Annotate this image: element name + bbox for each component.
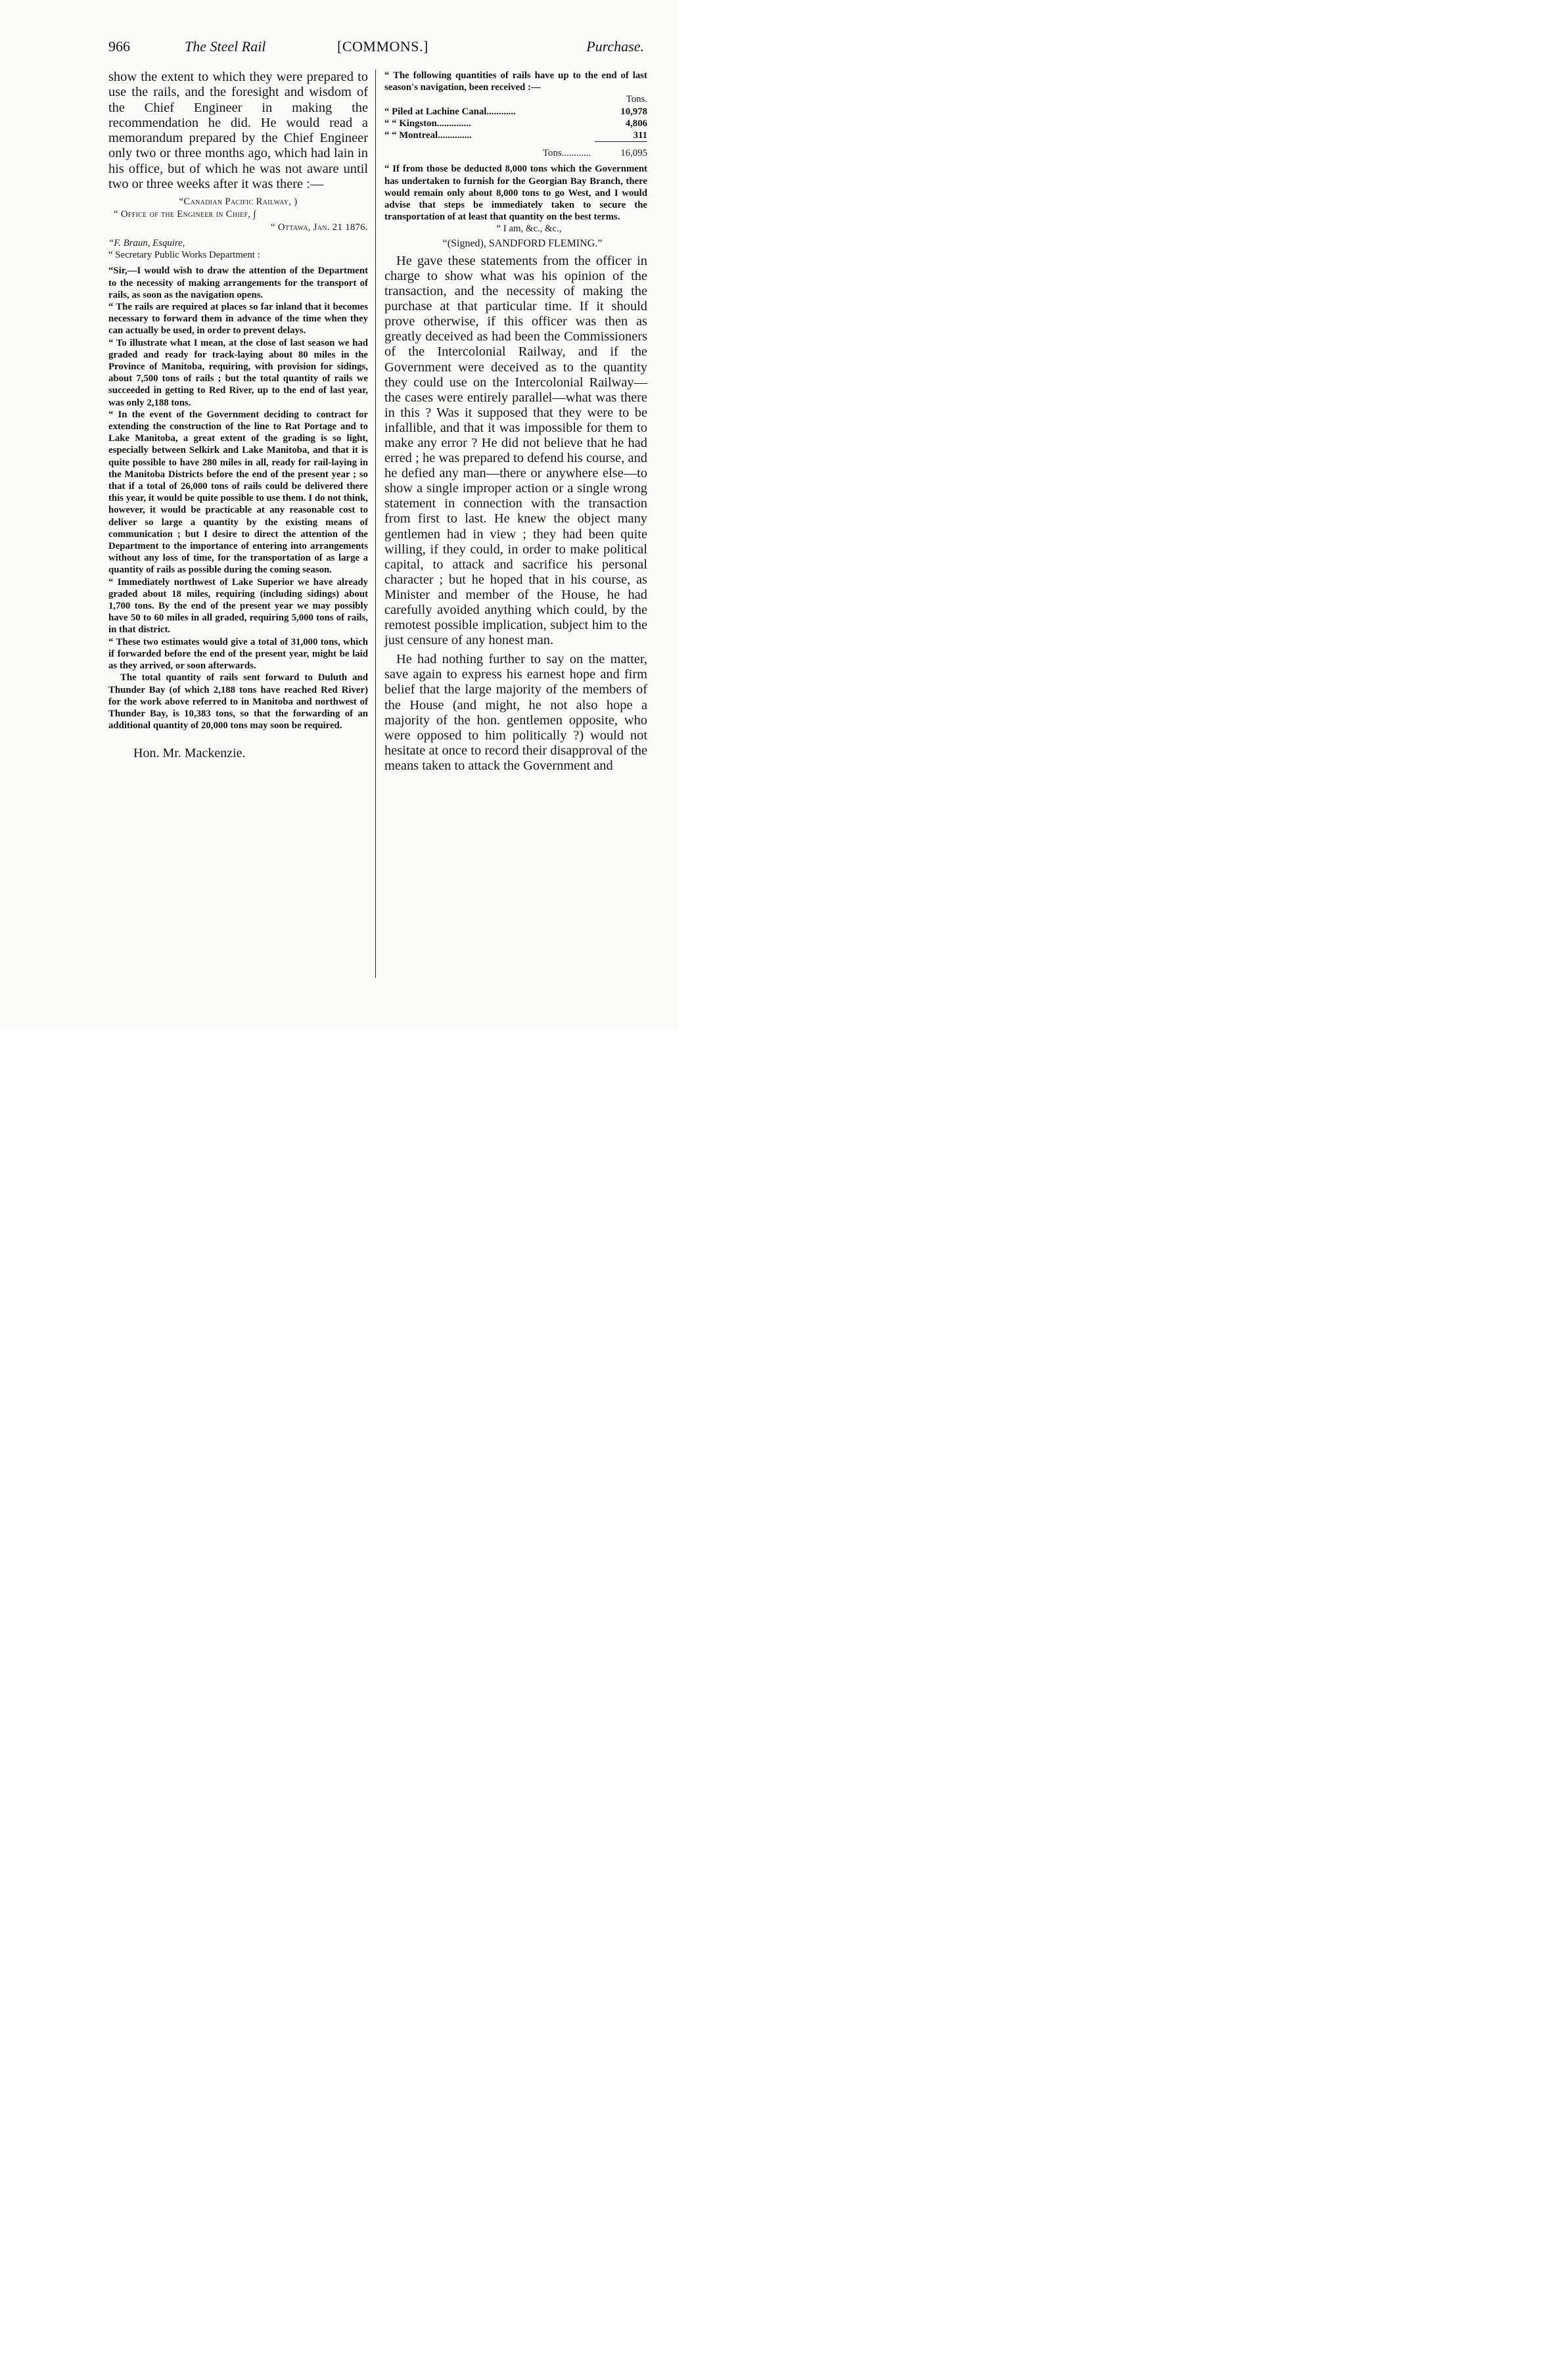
total-value: 16,095 [620,148,647,159]
speaker-heading: Hon. Mr. Mackenzie. [133,746,246,761]
letter-paragraph: “Sir,—I would wish to draw the attention of the Department to the necessity of making arrangements for the transport of rails, as soon as the navigation opens. [108,266,368,300]
speech-paragraph: He had nothing further to say on the matter, save again to express his earnest hope and firm belief that the large majority of the members of the House (and might, he not also hope a majority of the hon. gentlemen opposite, who were opposed to him politically ?) would not hesitate at once to record their disapproval of the means taken to attack the Government and [384,652,647,773]
letter-paragraph: “ The rails are required at places so far inland that it becomes necessary to forward them in advance of the time when they can actually be used, in order to prevent delays. [108,302,368,337]
table-total-row [384,147,647,159]
row-value: 311 [633,130,647,141]
row-value: 4,806 [625,118,647,129]
letter-paragraph: “ To illustrate what I mean, at the close of last season we had graded and ready for track-laying about 80 miles in the Province of Manitoba, requiring, with provision for sidings, about 7,500 tons of rails ; but the total quantity of rails we succeeded in getting to Red River, up to the end of last year, was only 2,188 tons. [108,337,368,408]
table-row [384,129,647,142]
row-label: “ “ Kingston.............. [384,118,471,129]
letter-closing: “ I am, &c., &c., [496,223,562,235]
left-column [108,70,368,761]
right-column [384,70,647,774]
letter-paragraph: “ In the event of the Government deciding to contract for extending the construction of the line to Rat Portage and to Lake Manitoba, a great extent of the grading is so light, especially between Selkirk and Lake Manitoba, and that it is quite possible to have 280 miles in all, ready for rail-laying in the Manitoba Districts before the end of the present year ; so that if a total of 26,000 tons of rails could be delivered there this year, it would be quite possible to use them. I do not think, however, it would be practicable at any reasonable cost to deliver so large a quantity by the existing means of communication ; but I desire to direct the attention of the Department to the importance of entering into arrangements without any loss of time, for the transportation of as large a quantity of rails as possible during the coming season. [108,409,368,576]
letter-paragraph: “ These two estimates would give a total of 31,000 tons, which if forwarded before the end of the present year, might be laid as they arrived, or soon afterwards. [108,636,368,672]
column-divider [375,70,376,978]
document-page [0,0,678,1031]
letter-paragraph: “ The following quantities of rails have up to the end of last season's navigation, been received :— [384,70,647,93]
letter-addressee-title: “ Secretary Public Works Department : [108,250,260,261]
letter-signature: “(Signed), SANDFORD FLEMING.” [442,237,603,249]
tons-column-header: Tons. [626,94,647,105]
page-header [108,38,644,60]
letter-head-line-1: “Canadian Pacific Railway, ) [179,197,298,208]
letter-date: “ Ottawa, Jan. 21 1876. [270,221,368,233]
table-row [384,118,647,129]
letter-paragraph: The total quantity of rails sent forward to Duluth and Thunder Bay (of which 2,188 tons have reached Red River) for the work above referred to in Manitoba and northwest of Thunder Bay, is 10,383 tons, so that the forwarding of an additional quantity of 20,000 tons may soon be required. [108,672,368,732]
section-label: [COMMONS.] [337,38,428,55]
letter-paragraph: “ If from those be deducted 8,000 tons which the Government has undertaken to furnish for the Georgian Bay Branch, there would remain only about 8,000 tons to go West, and I would advise that steps be immediately taken to secure the transportation of at least that quantity on the best terms. [384,164,647,223]
running-title: The Steel Rail [185,38,266,55]
letter-head-line-2: “ Office of the Engineer in Chief, ∫ [114,208,256,220]
intro-paragraph: show the extent to which they were prepared to use the rails, and the foresight and wisdom of the Chief Engineer in making the recommendation he did. He would read a memorandum prepared by the Chief Engineer only two or three months ago, which had lain in his office, but of which he was not aware until two or three weeks after it was there :— [108,70,368,192]
letter-addressee: “F. Braun, Esquire, [108,237,185,248]
page-number: 966 [108,38,130,55]
row-label: “ Piled at Lachine Canal............ [384,106,516,117]
speech-paragraph: He gave these statements from the officer in charge to show what was his opinion of the transaction, and the necessity of making the purchase at that particular time. If it should prove otherwise, if this officer was then as greatly deceived as had been the Commissioners of the Intercolonial Railway, and if the Government were deceived as to the quantity they could use on the Intercolonial Railway—the cases were entirely parallel—what was there in this ? Was it supposed that they were to be infallible, and that it was impossible for them to make any error ? He did not believe that he had erred ; he was prepared to defend his course, and he defied any man—there or anywhere else—to show a single improper action or a single wrong statement in connection with the transaction from first to last. He knew the object many gentlemen had in view ; they had been quite willing, if they could, in order to make political capital, to attack and sacrifice his personal character ; but he hoped that in his course, as Minister and member of the House, he had carefully avoided anything which could, by the remotest possible implication, subject him to the just censure of any honest man. [384,253,647,648]
letter-paragraph: “ Immediately northwest of Lake Superior we have already graded about 18 miles, requiring (including sidings) about 1,700 tons. By the end of the present year we may possibly have 50 to 60 miles in all graded, requiring 5,000 tons of rails, in that district. [108,576,368,636]
topic-label: Purchase. [586,38,644,55]
row-label: “ “ Montreal.............. [384,130,472,141]
row-value: 10,978 [620,106,647,117]
rails-table [384,93,647,159]
table-row [384,106,647,118]
total-label: Tons............ [543,148,591,159]
